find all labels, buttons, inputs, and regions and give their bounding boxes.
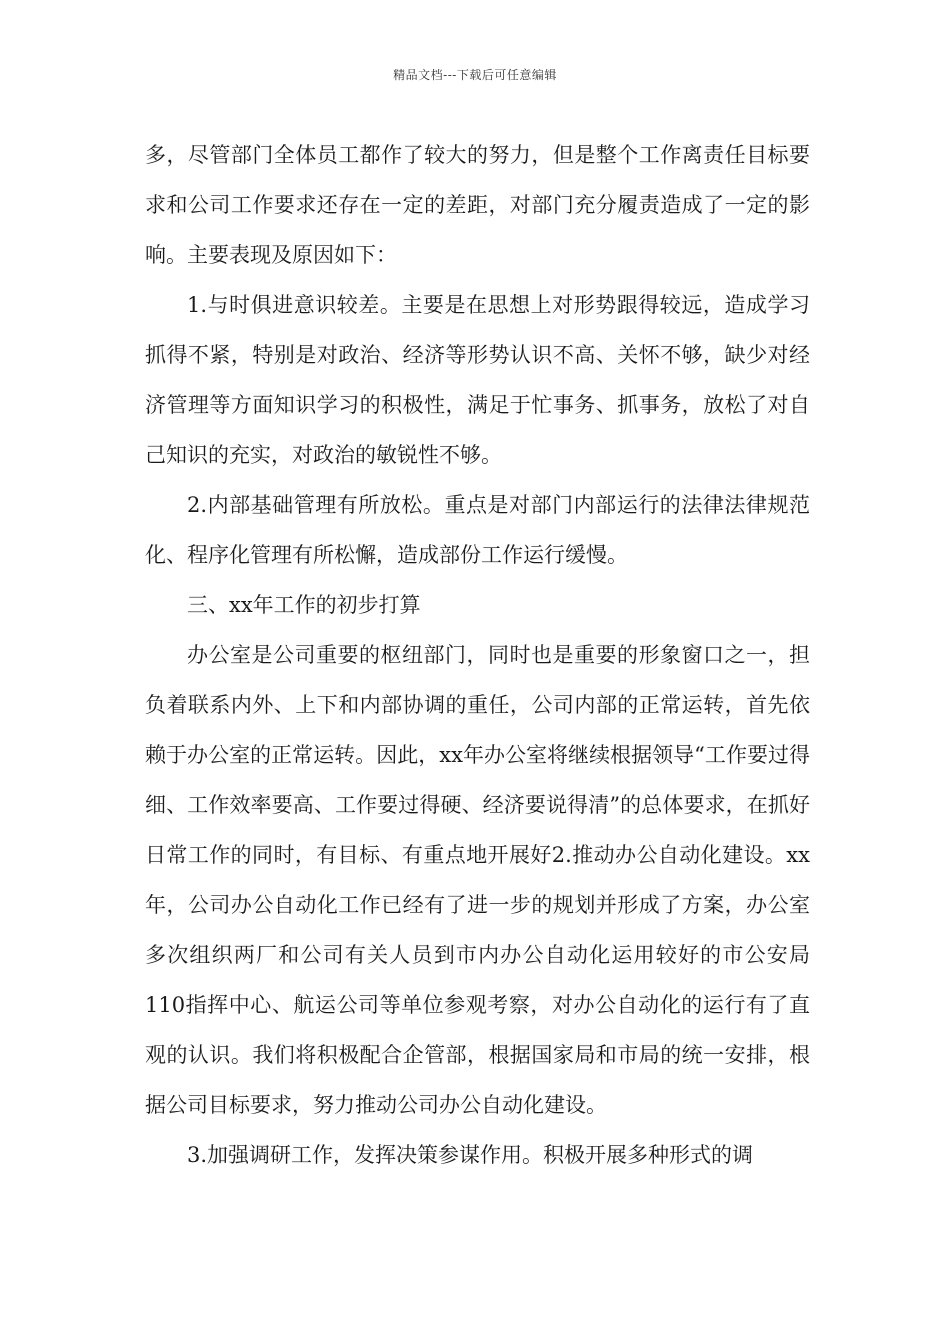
paragraph-5: 3.加强调研工作，发挥决策参谋作用。积极开展多种形式的调: [187, 1143, 754, 1167]
paragraph-3: 2.内部基础管理有所放松。重点是对部门内部运行的法律法律规范化、程序化管理有所松懈，造成部份工作运行缓慢。: [145, 493, 810, 567]
section-heading: 三、xx年工作的初步打算: [187, 593, 421, 617]
document-body: [145, 130, 810, 1180]
paragraph-4: 办公室是公司重要的枢纽部门，同时也是重要的形象窗口之一，担负着联系内外、上下和内部协调的重任，公司内部的正常运转，首先依赖于办公室的正常运转。因此，xx年办公室将继续根据领导“工作要过得细、工作效率要高、工作要过得硬、经济要说得清”的总体要求，在抓好日常工作的同时，有目标、有重点地开展好2.推动办公自动化建设。xx年，公司办公自动化工作已经有了进一步的规划并形成了方案，办公室多次组织两厂和公司有关人员到市内办公自动化运用较好的市公安局110指挥中心、航运公司等单位参观考察，对办公自动化的运行有了直观的认识。我们将积极配合企管部，根据国家局和市局的统一安排，根据公司目标要求，努力推动公司办公自动化建设。: [145, 643, 810, 1117]
paragraph-1: 多，尽管部门全体员工都作了较大的努力，但是整个工作离责任目标要求和公司工作要求还存在一定的差距，对部门充分履责造成了一定的影响。主要表现及原因如下：: [145, 143, 810, 267]
paragraph-2: 1.与时俱进意识较差。主要是在思想上对形势跟得较远，造成学习抓得不紧，特别是对政治、经济等形势认识不高、关怀不够，缺少对经济管理等方面知识学习的积极性，满足于忙事务、抓事务，放松了对自己知识的充实，对政治的敏锐性不够。: [145, 293, 810, 467]
page-header: 精品文档---下载后可任意编辑: [393, 68, 557, 82]
